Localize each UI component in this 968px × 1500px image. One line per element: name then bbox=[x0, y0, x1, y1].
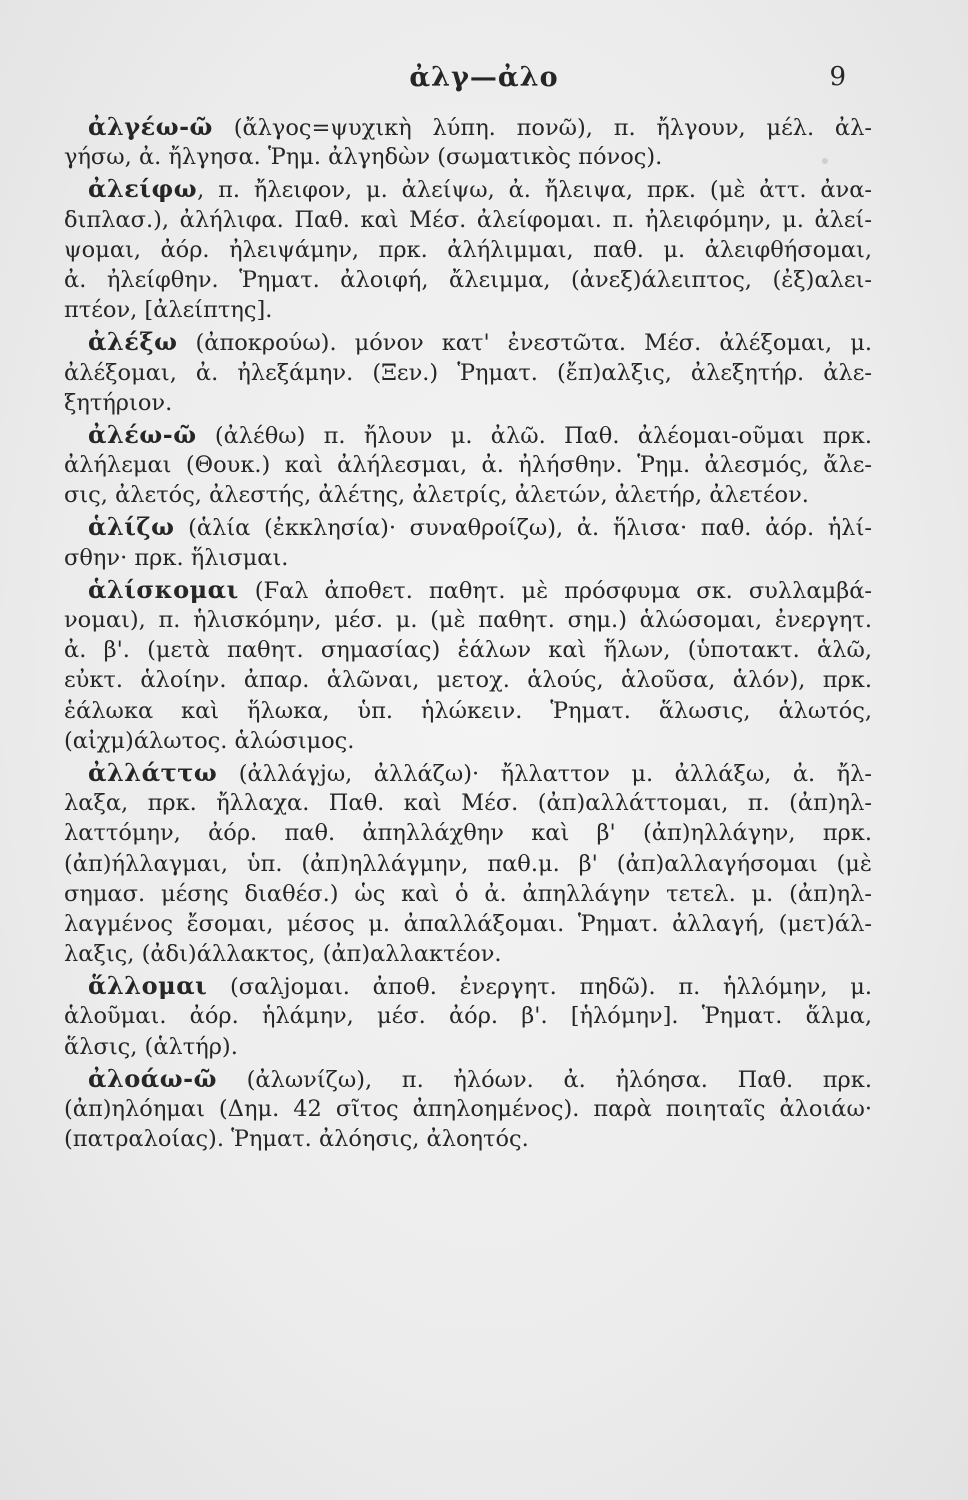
entry-line: νομαι), π. ἡλισκόμην, μέσ. μ. (μὲ παθητ. σημ.) ἁλώσομαι, ἐνεργητ. bbox=[64, 607, 872, 633]
entry-line: (ἀπ)ηλόημαι (Δημ. 42 σῖτος ἀπηλοημένος). παρὰ ποιηταῖς ἀλοιάω· bbox=[64, 1096, 872, 1122]
entry-line bbox=[64, 112, 872, 142]
entry-lemma: ἀλγέω-ῶ bbox=[88, 112, 213, 141]
entry-text: (ἄλγος=ψυχικὴ λύπη. πονῶ), π. ἤλγουν, μέλ. ἀλ- bbox=[212, 115, 872, 141]
dictionary-entry bbox=[64, 971, 872, 1062]
dictionary-entry bbox=[64, 327, 872, 418]
dictionary-entry bbox=[64, 512, 872, 572]
entry-lemma: ἁλίσκομαι bbox=[88, 574, 239, 604]
entry-line: εὐκτ. ἁλοίην. ἀπαρ. ἁλῶναι, μετοχ. ἁλούς, ἁλοῦσα, ἁλόν), πρκ. bbox=[64, 667, 872, 694]
page-header bbox=[0, 62, 968, 102]
entry-line: ἀ. ἠλείφθην. Ῥηματ. ἀλοιφή, ἄλειμμα, (ἀνεξ)άλειπτος, (ἐξ)αλει- bbox=[64, 266, 872, 293]
entry-line: ἀ. β'. (μετὰ παθητ. σημασίας) ἑάλων καὶ ἥλων, (ὑποτακτ. ἁλῶ, bbox=[64, 637, 872, 664]
entry-line bbox=[64, 327, 872, 357]
entry-line: ξητήριον. bbox=[64, 389, 173, 416]
entry-text: (ἀποκρούω). μόνον κατ' ἐνεστῶτα. Μέσ. ἀλέξομαι, μ. bbox=[177, 330, 872, 357]
entry-line bbox=[64, 575, 872, 605]
entry-line: σις, ἀλετός, ἀλεστής, ἀλέτης, ἀλετρίς, ἀλετών, ἀλετήρ, ἀλετέον. bbox=[64, 482, 809, 509]
entry-line: λαξα, πρκ. ἤλλαχα. Παθ. καὶ Μέσ. (ἀπ)αλλάττομαι, π. (ἀπ)ηλ- bbox=[64, 790, 872, 817]
dictionary-body bbox=[64, 112, 872, 1156]
entry-text: (ἀλέθω) π. ἤλουν μ. ἀλῶ. Παθ. ἀλέομαι-οῦμαι πρκ. bbox=[196, 422, 872, 449]
entry-lemma: ἅλλομαι bbox=[88, 971, 208, 1001]
entry-line: (ἀπ)ήλλαγμαι, ὑπ. (ἀπ)ηλλάγμην, παθ.μ. β' (ἀπ)αλλαγήσομαι (μὲ bbox=[64, 850, 872, 877]
entry-line: ψομαι, ἀόρ. ἠλειψάμην, πρκ. ἀλήλιμμαι, παθ. μ. ἀλειφθήσομαι, bbox=[64, 236, 872, 263]
dictionary-entry bbox=[64, 1064, 872, 1155]
entry-lemma: ἀλέξω bbox=[88, 327, 178, 357]
entry-line bbox=[64, 420, 872, 450]
entry-text: (ἁλία (ἐκκλησία)· συναθροίζω), ἀ. ἥλισα· παθ. ἀόρ. ἡλί- bbox=[174, 515, 872, 542]
dictionary-entry bbox=[64, 575, 872, 756]
entry-line: (πατραλοίας). Ῥηματ. ἀλόησις, ἀλοητός. bbox=[64, 1126, 529, 1153]
entry-line bbox=[64, 1064, 872, 1094]
entry-line bbox=[64, 971, 872, 1001]
dictionary-entry bbox=[64, 174, 872, 325]
entry-lemma: ἀλέω-ῶ bbox=[88, 419, 197, 449]
entry-text: (ἀλλάγjω, ἀλλάζω)· ἤλλαττον μ. ἀλλάξω, ἀ. ἤλ- bbox=[217, 760, 872, 787]
entry-line: ἀλήλεμαι (Θουκ.) καὶ ἀλήλεσμαι, ἀ. ἠλήσθην. Ῥημ. ἀλεσμός, ἄλε- bbox=[64, 452, 872, 479]
entry-line: πτέον, [ἀλείπτης]. bbox=[64, 297, 273, 324]
entry-line: ἑάλωκα καὶ ἥλωκα, ὑπ. ἡλώκειν. Ῥηματ. ἅλωσις, ἁλωτός, bbox=[64, 697, 872, 724]
entry-line: σημασ. μέσης διαθέσ.) ὡς καὶ ὁ ἀ. ἀπηλλάγην τετελ. μ. (ἀπ)ηλ- bbox=[64, 880, 872, 907]
entry-line bbox=[64, 174, 872, 204]
entry-line: λαττόμην, ἀόρ. παθ. ἀπηλλάχθην καὶ β' (ἀπ)ηλλάγην, πρκ. bbox=[64, 820, 872, 847]
entry-text: (Ϝαλ ἀποθετ. παθητ. μὲ πρόσφυμα σκ. συλλαμβά- bbox=[238, 577, 872, 604]
entry-lemma: ἀλοάω-ῶ bbox=[88, 1063, 217, 1093]
entry-lemma: ἁλίζω bbox=[88, 512, 175, 542]
entry-line: σθην· πρκ. ἥλισμαι. bbox=[64, 544, 289, 571]
dictionary-entry bbox=[64, 758, 872, 969]
entry-lemma: ἀλείφω bbox=[88, 174, 198, 204]
entry-text: , π. ἤλειφον, μ. ἀλείψω, ἀ. ἤλειψα, πρκ. (μὲ ἀττ. ἀνα- bbox=[197, 177, 872, 204]
dictionary-entry bbox=[64, 112, 872, 172]
entry-line: γήσω, ἀ. ἤλγησα. Ῥημ. ἀλγηδὼν (σωματικὸς πόνος). bbox=[64, 144, 663, 171]
entry-line: λαγμένος ἔσομαι, μέσος μ. ἀπαλλάξομαι. Ῥηματ. ἀλλαγή, (μετ)άλ- bbox=[64, 910, 872, 937]
entry-text: (σαλjομαι. ἀποθ. ἐνεργητ. πηδῶ). π. ἡλλόμην, μ. bbox=[207, 974, 872, 1001]
entry-text: (ἀλωνίζω), π. ἠλόων. ἀ. ἠλόησα. Παθ. πρκ. bbox=[216, 1066, 872, 1093]
entry-line bbox=[64, 758, 872, 788]
entry-line: λαξις, (ἀδι)άλλακτος, (ἀπ)αλλακτέον. bbox=[64, 941, 502, 968]
entry-line: ἅλσις, (ἁλτήρ). bbox=[64, 1033, 238, 1060]
entry-lemma: ἀλλάττω bbox=[88, 757, 218, 787]
entry-line: διπλασ.), ἀλήλιφα. Παθ. καὶ Μέσ. ἀλείφομαι. π. ἠλειφόμην, μ. ἀλεί- bbox=[64, 206, 872, 233]
running-head: ἀλγ—ἀλο bbox=[409, 62, 559, 93]
entry-line: ἀλέξομαι, ἀ. ἠλεξάμην. (Ξεν.) Ῥηματ. (ἔπ)αλξις, ἀλεξητήρ. ἀλε- bbox=[64, 359, 872, 386]
entry-line bbox=[64, 512, 872, 542]
entry-line: ἁλοῦμαι. ἀόρ. ἡλάμην, μέσ. ἀόρ. β'. [ἡλόμην]. Ῥηματ. ἅλμα, bbox=[64, 1003, 872, 1030]
entry-line: (αἰχμ)άλωτος. ἁλώσιμος. bbox=[64, 727, 355, 754]
dictionary-entry bbox=[64, 420, 872, 511]
page-number: 9 bbox=[829, 62, 846, 92]
